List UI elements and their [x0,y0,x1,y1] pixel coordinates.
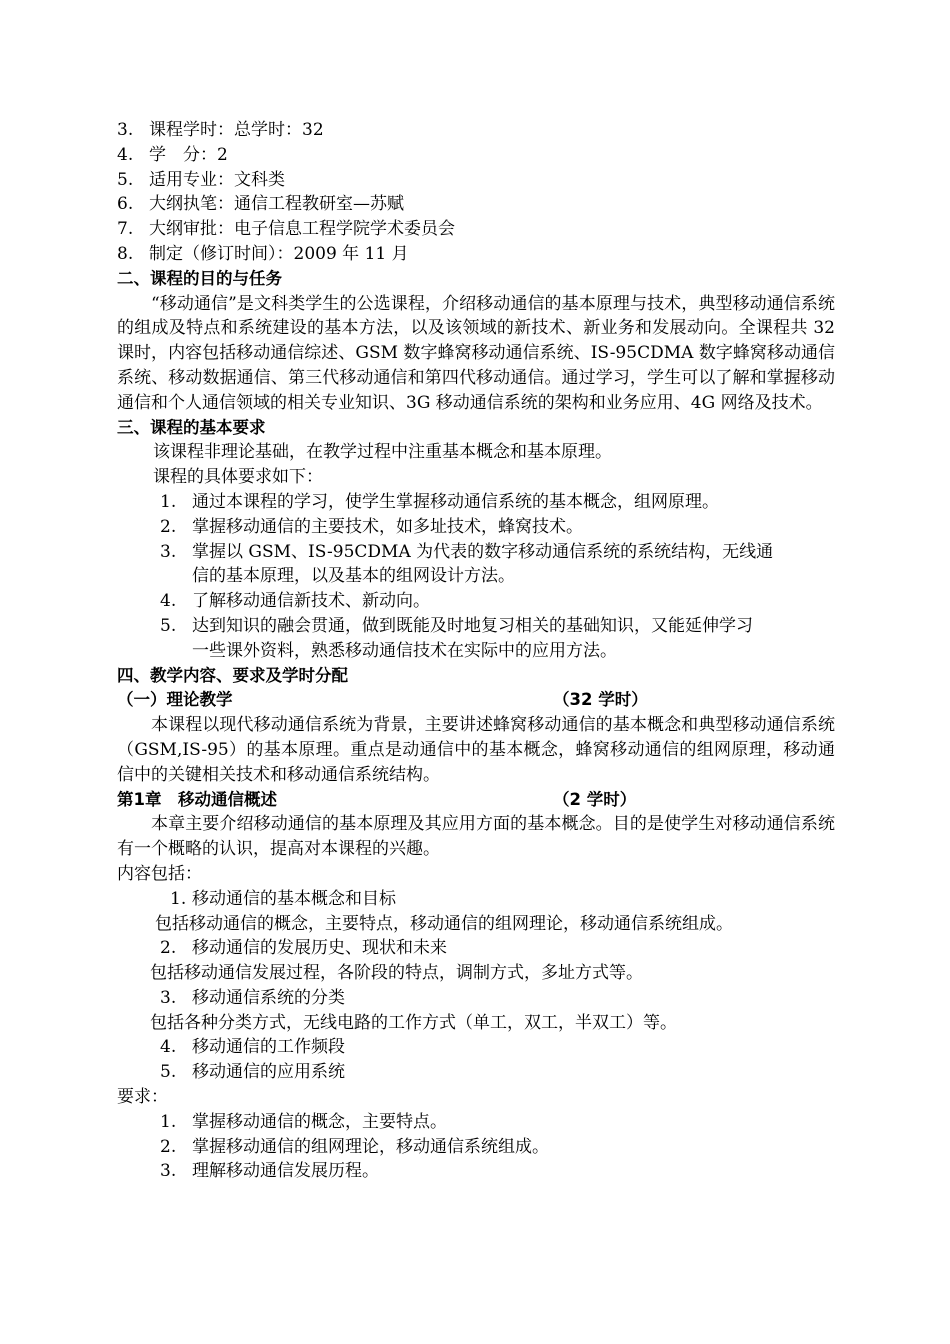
requirements-lead: 课程的具体要求如下： [153,467,323,488]
content-description: 包括移动通信的概念，主要特点，移动通信的组网理论，移动通信系统组成。 [155,913,733,934]
requirement-item: 2. 掌握移动通信的组网理论，移动通信系统组成。 [160,1136,549,1157]
content-item: 2. 移动通信的发展历史、现状和未来 [160,938,447,959]
list-item: 1. 通过本课程的学习，使学生掌握移动通信系统的基本概念，组网原理。 [160,491,719,512]
chapter-paragraph: 本章主要介绍移动通信的基本原理及其应用方面的基本概念。目的是使学生对移动通信系统有一个概略的认识，提高对本课程的兴趣。 [117,814,835,860]
list-item-continued: 信的基本原理，以及基本的组网设计方法。 [192,566,515,587]
info-item: 5. 适用专业：文科类 [117,169,285,190]
requirements-list [0,490,950,664]
info-item: 7. 大纲审批：电子信息工程学院学术委员会 [117,219,455,240]
info-item: 4. 学 分：2 [117,144,228,165]
content-description: 包括各种分类方式，无线电路的工作方式（单工，双工，半双工）等。 [150,1012,677,1033]
content-item: 5. 移动通信的应用系统 [160,1062,345,1083]
document-page [0,118,950,1184]
requirement-item: 3. 理解移动通信发展历程。 [160,1161,379,1182]
requirement-label: 要求： [117,1087,168,1108]
purpose-paragraph: “移动通信”是文科类学生的公选课程，介绍移动通信的基本原理与技术，典型移动通信系统的组成及特点和系统建设的基本方法，以及该领域的新技术、新业务和发展动向。全课程共 32 课时，内容包括移动通信综述、GSM 数字蜂窝移动通信系统、IS-95CDMA 数字蜂窝移动通信系统、移动数据通信、第三代移动通信和第四代移动通信。通过学习，学生可以了解和掌握移动通信和个人通信领域的相关专业知识、3G 移动通信系统的架构和业务应用、4G 网络及技术。 [117,293,835,413]
info-item: 6. 大纲执笔：通信工程教研室—苏赋 [117,194,404,215]
chapter-heading: 第1章 移动通信概述 （2 学时） [117,789,637,809]
section-heading-requirements: 三、课程的基本要求 [117,417,266,437]
list-item: 3. 掌握以 GSM、IS-95CDMA 为代表的数字移动通信系统的系统结构，无线通 [160,541,774,562]
requirements-intro: 该课程非理论基础，在教学过程中注重基本概念和基本原理。 [153,442,612,463]
list-item: 4. 了解移动通信新技术、新动向。 [160,591,430,612]
list-item: 2. 掌握移动通信的主要技术，如多址技术，蜂窝技术。 [160,516,583,537]
info-item: 3. 课程学时：总学时：32 [117,120,324,140]
content-label: 内容包括： [117,863,202,884]
requirement-item: 1. 掌握移动通信的概念，主要特点。 [160,1111,447,1132]
list-item: 5. 达到知识的融会贯通，做到既能及时地复习相关的基础知识，又能延伸学习 [160,615,753,636]
theory-paragraph: 本课程以现代移动通信系统为背景，主要讲述蜂窝移动通信的基本概念和典型移动通信系统（GSM,IS-95）的基本原理。重点是动通信中的基本概念，蜂窝移动通信的组网原理，移动通信中的关键相关技术和移动通信系统结构。 [117,715,835,785]
content-item: 4. 移动通信的工作频段 [160,1037,345,1058]
list-item-continued: 一些课外资料，熟悉移动通信技术在实际中的应用方法。 [192,640,617,661]
section-heading-content: 四、教学内容、要求及学时分配 [117,665,348,685]
info-item: 8. 制定（修订时间）：2009 年 11 月 [117,243,409,264]
section-heading-purpose: 二、课程的目的与任务 [117,268,282,288]
content-item: 1. 移动通信的基本概念和目标 [170,888,396,909]
content-item: 3. 移动通信系统的分类 [160,987,345,1008]
content-description: 包括移动通信发展过程，各阶段的特点，调制方式，多址方式等。 [150,963,643,984]
course-info-list [0,118,950,267]
subsection-heading-theory: （一）理论教学 （32 学时） [117,690,648,710]
